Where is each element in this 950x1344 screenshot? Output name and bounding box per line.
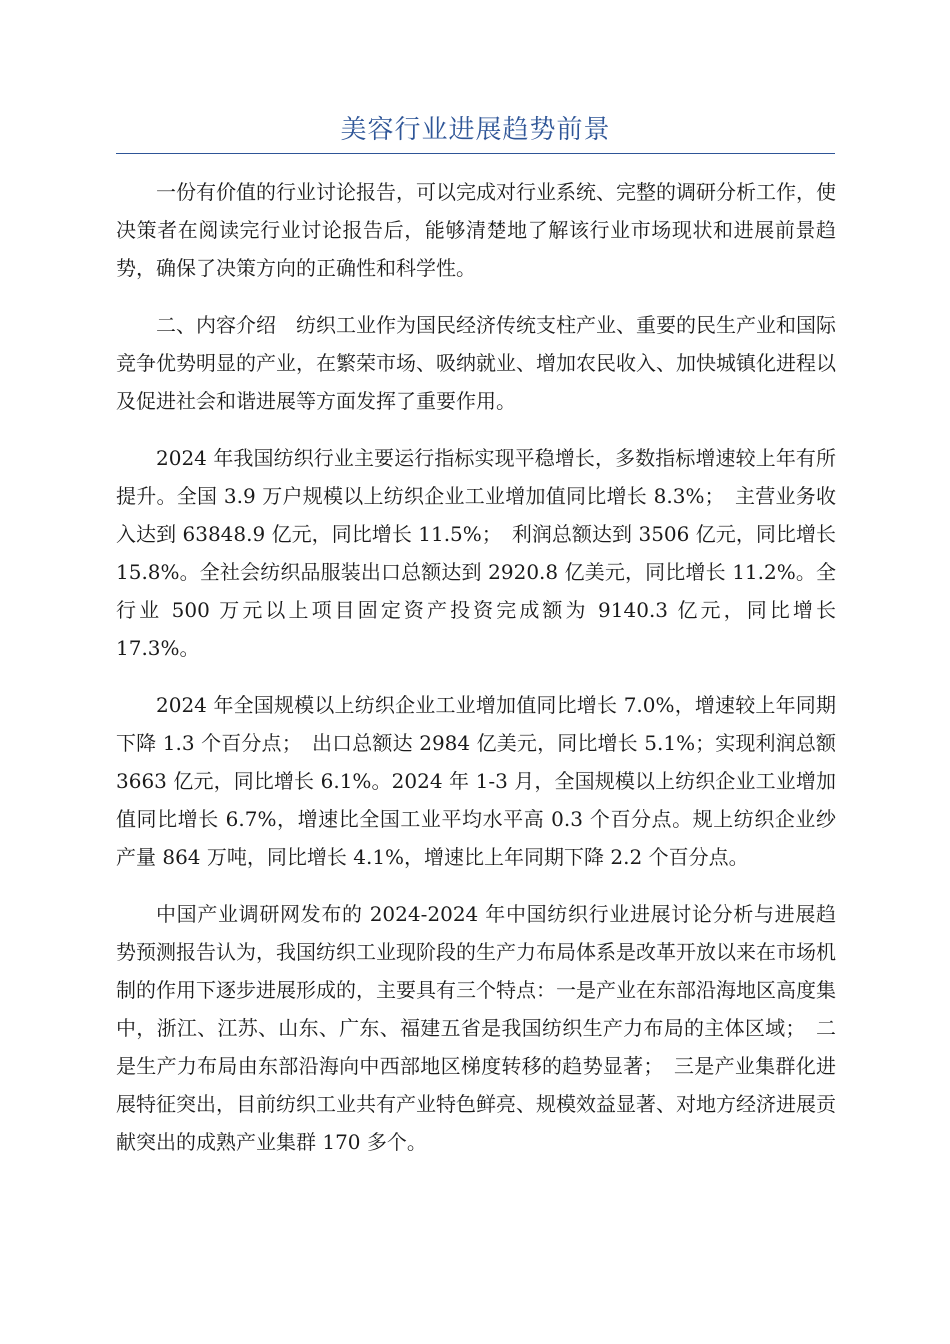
paragraph-2024-growth: 2024 年全国规模以上纺织企业工业增加值同比增长 7.0%，增速较上年同期下降 1.3 个百分点； 出口总额达 2984 亿美元，同比增长 5.1%；实现利润总额 3663 亿元，同比增长 6.1%。2024 年 1-3 月，全国规模以上纺织企业工业增加值同比增长 6.7%，增速比全国工业平均水平高 0.3 个百分点。规上纺织企业纱产量 864 万吨，同比增长 4.1%，增速比上年同期下降 2.2 个百分点。 <box>116 693 836 869</box>
paragraph-2024-indicators: 2024 年我国纺织行业主要运行指标实现平稳增长，多数指标增速较上年有所提升。全国 3.9 万户规模以上纺织企业工业增加值同比增长 8.3%； 主营业务收入达到 63848.9 亿元，同比增长 11.5%； 利润总额达到 3506 亿元，同比增长 15.8%。全社会纺织品服装出口总额达到 2920.8 亿美元，同比增长 11.2%。全行业 500 万元以上项目固定资产投资完成额为 9140.3 亿元，同比增长 17.3%。 <box>116 446 836 660</box>
paragraph-industry-layout: 中国产业调研网发布的 2024-2024 年中国纺织行业进展讨论分析与进展趋势预测报告认为，我国纺织工业现阶段的生产力布局体系是改革开放以来在市场机制的作用下逐步进展形成的，主要具有三个特点：一是产业在东部沿海地区高度集中，浙江、江苏、山东、广东、福建五省是我国纺织生产力布局的主体区域； 二是生产力布局由东部沿海向中西部地区梯度转移的趋势显著； 三是产业集群化进展特征突出，目前纺织工业共有产业特色鲜亮、规模效益显著、对地方经济进展贡献突出的成熟产业集群 170 多个。 <box>116 902 836 1154</box>
document-body <box>116 173 836 1180</box>
paragraph-intro: 一份有价值的行业讨论报告，可以完成对行业系统、完整的调研分析工作，使决策者在阅读完行业讨论报告后，能够清楚地了解该行业市场现状和进展前景趋势，确保了决策方向的正确性和科学性。 <box>116 180 836 280</box>
title-underline <box>116 153 835 154</box>
paragraph-content-intro: 二、内容介绍 纺织工业作为国民经济传统支柱产业、重要的民生产业和国际竞争优势明显的产业，在繁荣市场、吸纳就业、增加农民收入、加快城镇化进程以及促进社会和谐进展等方面发挥了重要作用。 <box>116 313 836 413</box>
document-title: 美容行业进展趋势前景 <box>340 115 611 145</box>
